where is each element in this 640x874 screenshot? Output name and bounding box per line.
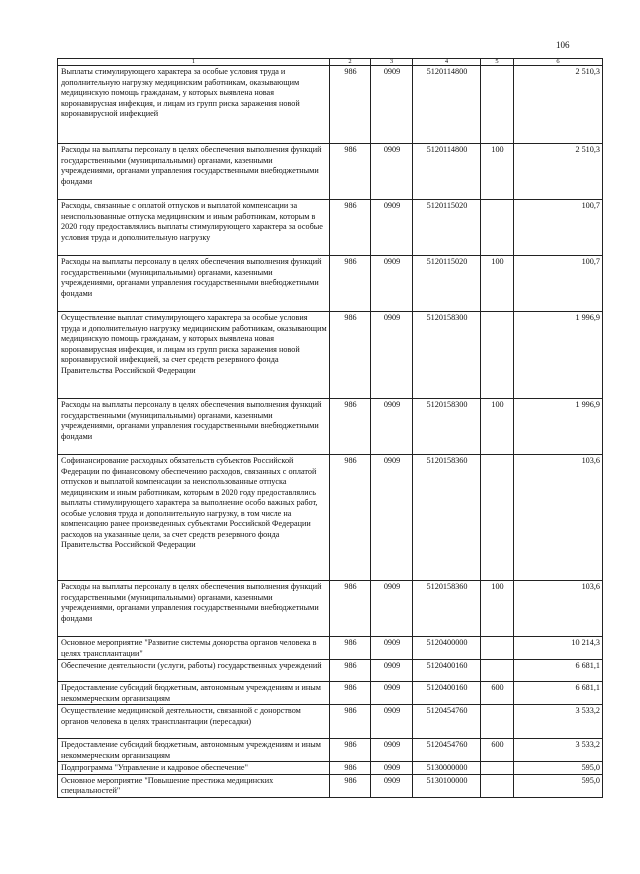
row-name: Осуществление медицинской деятельности, связанной с донорством органов человека в целях трансплантации (пересадки) [58,705,330,739]
table-row [58,455,603,581]
row-name: Расходы на выплаты персоналу в целях обеспечения выполнения функций государственными (муниципальными) органами, казенными учреждениями, органами управления государственными внебюджетными фондами [58,144,330,200]
row-code: 986 [330,762,371,775]
row-article: 5120400000 [413,637,481,660]
row-sum: 6 681,1 [514,682,603,705]
budget-table [57,58,603,798]
table-row [58,637,603,660]
row-code: 986 [330,660,371,682]
row-kind [481,762,514,775]
row-code: 986 [330,312,371,399]
page-number: 106 [556,40,570,50]
row-name: Предоставление субсидий бюджетным, автономным учреждениям и иным некоммерческим организациям [58,682,330,705]
row-code: 986 [330,739,371,762]
row-article: 5130100000 [413,774,481,797]
row-name: Обеспечение деятельности (услуги, работы) государственных учреждений [58,660,330,682]
row-code: 986 [330,774,371,797]
table-header [58,59,603,66]
row-sum: 2 510,3 [514,144,603,200]
row-code: 986 [330,705,371,739]
row-article: 5120454760 [413,739,481,762]
row-section: 0909 [371,144,413,200]
row-section: 0909 [371,455,413,581]
row-name: Предоставление субсидий бюджетным, автономным учреждениям и иным некоммерческим организациям [58,739,330,762]
row-section: 0909 [371,762,413,775]
header-col-5: 5 [481,59,514,66]
row-kind [481,312,514,399]
row-kind [481,774,514,797]
header-col-6: 6 [514,59,603,66]
row-sum: 3 533,2 [514,705,603,739]
row-name: Расходы на выплаты персоналу в целях обеспечения выполнения функций государственными (муниципальными) органами, казенными учреждениями, органами управления государственными внебюджетными фондами [58,581,330,637]
row-sum: 10 214,3 [514,637,603,660]
row-sum: 1 996,9 [514,399,603,455]
table-row [58,682,603,705]
table-row [58,144,603,200]
row-sum: 595,0 [514,774,603,797]
row-article: 5120115020 [413,256,481,312]
table-row [58,739,603,762]
table-row [58,312,603,399]
row-kind [481,200,514,256]
row-name: Основное мероприятие "Развитие системы донорства органов человека в целях трансплантации" [58,637,330,660]
row-article: 5120158360 [413,581,481,637]
table-row [58,581,603,637]
row-section: 0909 [371,581,413,637]
row-article: 5120114800 [413,144,481,200]
table-row [58,200,603,256]
row-sum: 100,7 [514,256,603,312]
row-article: 5120115020 [413,200,481,256]
table-row [58,66,603,144]
row-article: 5120400160 [413,660,481,682]
row-kind [481,637,514,660]
row-sum: 3 533,2 [514,739,603,762]
row-section: 0909 [371,256,413,312]
row-section: 0909 [371,312,413,399]
row-article: 5120158300 [413,399,481,455]
row-kind: 100 [481,256,514,312]
row-article: 5130000000 [413,762,481,775]
row-code: 986 [330,399,371,455]
row-name: Основное мероприятие "Повышение престижа медицинских специальностей" [58,774,330,797]
row-code: 986 [330,581,371,637]
row-code: 986 [330,682,371,705]
row-section: 0909 [371,66,413,144]
row-kind [481,705,514,739]
table-row [58,256,603,312]
row-section: 0909 [371,705,413,739]
row-name: Осуществление выплат стимулирующего характера за особые условия труда и дополнительную нагрузку медицинским работникам, оказывающим медицинскую помощь гражданам, у которых выявлена новая коронавирусная инфекция, и лицам из групп риска заражения новой коронавирусной инфекцией, за счет средств резервного фонда Правительства Российской Федерации [58,312,330,399]
row-kind: 600 [481,739,514,762]
row-article: 5120454760 [413,705,481,739]
row-code: 986 [330,200,371,256]
header-col-1: 1 [58,59,330,66]
row-name: Расходы на выплаты персоналу в целях обеспечения выполнения функций государственными (муниципальными) органами, казенными учреждениями, органами управления государственными внебюджетными фондами [58,399,330,455]
row-section: 0909 [371,739,413,762]
row-article: 5120158360 [413,455,481,581]
row-sum: 100,7 [514,200,603,256]
row-code: 986 [330,256,371,312]
header-col-4: 4 [413,59,481,66]
row-code: 986 [330,637,371,660]
row-sum: 2 510,3 [514,66,603,144]
row-name: Подпрограмма "Управление и кадровое обеспечение" [58,762,330,775]
table-body [58,66,603,798]
row-section: 0909 [371,399,413,455]
row-kind: 100 [481,581,514,637]
row-article: 5120158300 [413,312,481,399]
row-section: 0909 [371,682,413,705]
row-name: Расходы, связанные с оплатой отпусков и выплатой компенсации за неиспользованные отпуска медицинским и иным работникам, которым в 2020 году предоставлялись выплаты стимулирующего характера за особые условия труда и дополнительную нагрузку [58,200,330,256]
row-kind: 100 [481,144,514,200]
row-name: Софинансирование расходных обязательств субъектов Российской Федерации по финансовому обеспечению расходов, связанных с оплатой отпусков и выплатой компенсации за неиспользованные отпуска медицинским и иным работникам, которым в 2020 году предоставлялись выплаты стимулирующего характера за выполнение особо важных работ, особые условия труда и дополнительную нагрузку, в том числе на компенсацию ранее произведенных субъектами Российской Федерации расходов на указанные цели, за счет средств резервного фонда Правительства Российской Федерации [58,455,330,581]
row-kind [481,66,514,144]
row-kind [481,455,514,581]
row-section: 0909 [371,774,413,797]
row-code: 986 [330,66,371,144]
row-code: 986 [330,455,371,581]
row-kind: 100 [481,399,514,455]
row-kind [481,660,514,682]
row-code: 986 [330,144,371,200]
row-sum: 595,0 [514,762,603,775]
row-name: Выплаты стимулирующего характера за особые условия труда и дополнительную нагрузку медицинским работникам, оказывающим медицинскую помощь гражданам, у которых выявлена новая коронавирусная инфекция, и лицам из групп риска заражения новой коронавирусной инфекцией [58,66,330,144]
row-sum: 103,6 [514,455,603,581]
row-article: 5120114800 [413,66,481,144]
row-article: 5120400160 [413,682,481,705]
table-row [58,774,603,797]
row-sum: 1 996,9 [514,312,603,399]
row-sum: 6 681,1 [514,660,603,682]
row-section: 0909 [371,660,413,682]
row-section: 0909 [371,637,413,660]
header-col-2: 2 [330,59,371,66]
table-row [58,705,603,739]
row-kind: 600 [481,682,514,705]
row-name: Расходы на выплаты персоналу в целях обеспечения выполнения функций государственными (муниципальными) органами, казенными учреждениями, органами управления государственными внебюджетными фондами [58,256,330,312]
table-row [58,660,603,682]
table-row [58,399,603,455]
row-section: 0909 [371,200,413,256]
table-row [58,762,603,775]
row-sum: 103,6 [514,581,603,637]
header-col-3: 3 [371,59,413,66]
